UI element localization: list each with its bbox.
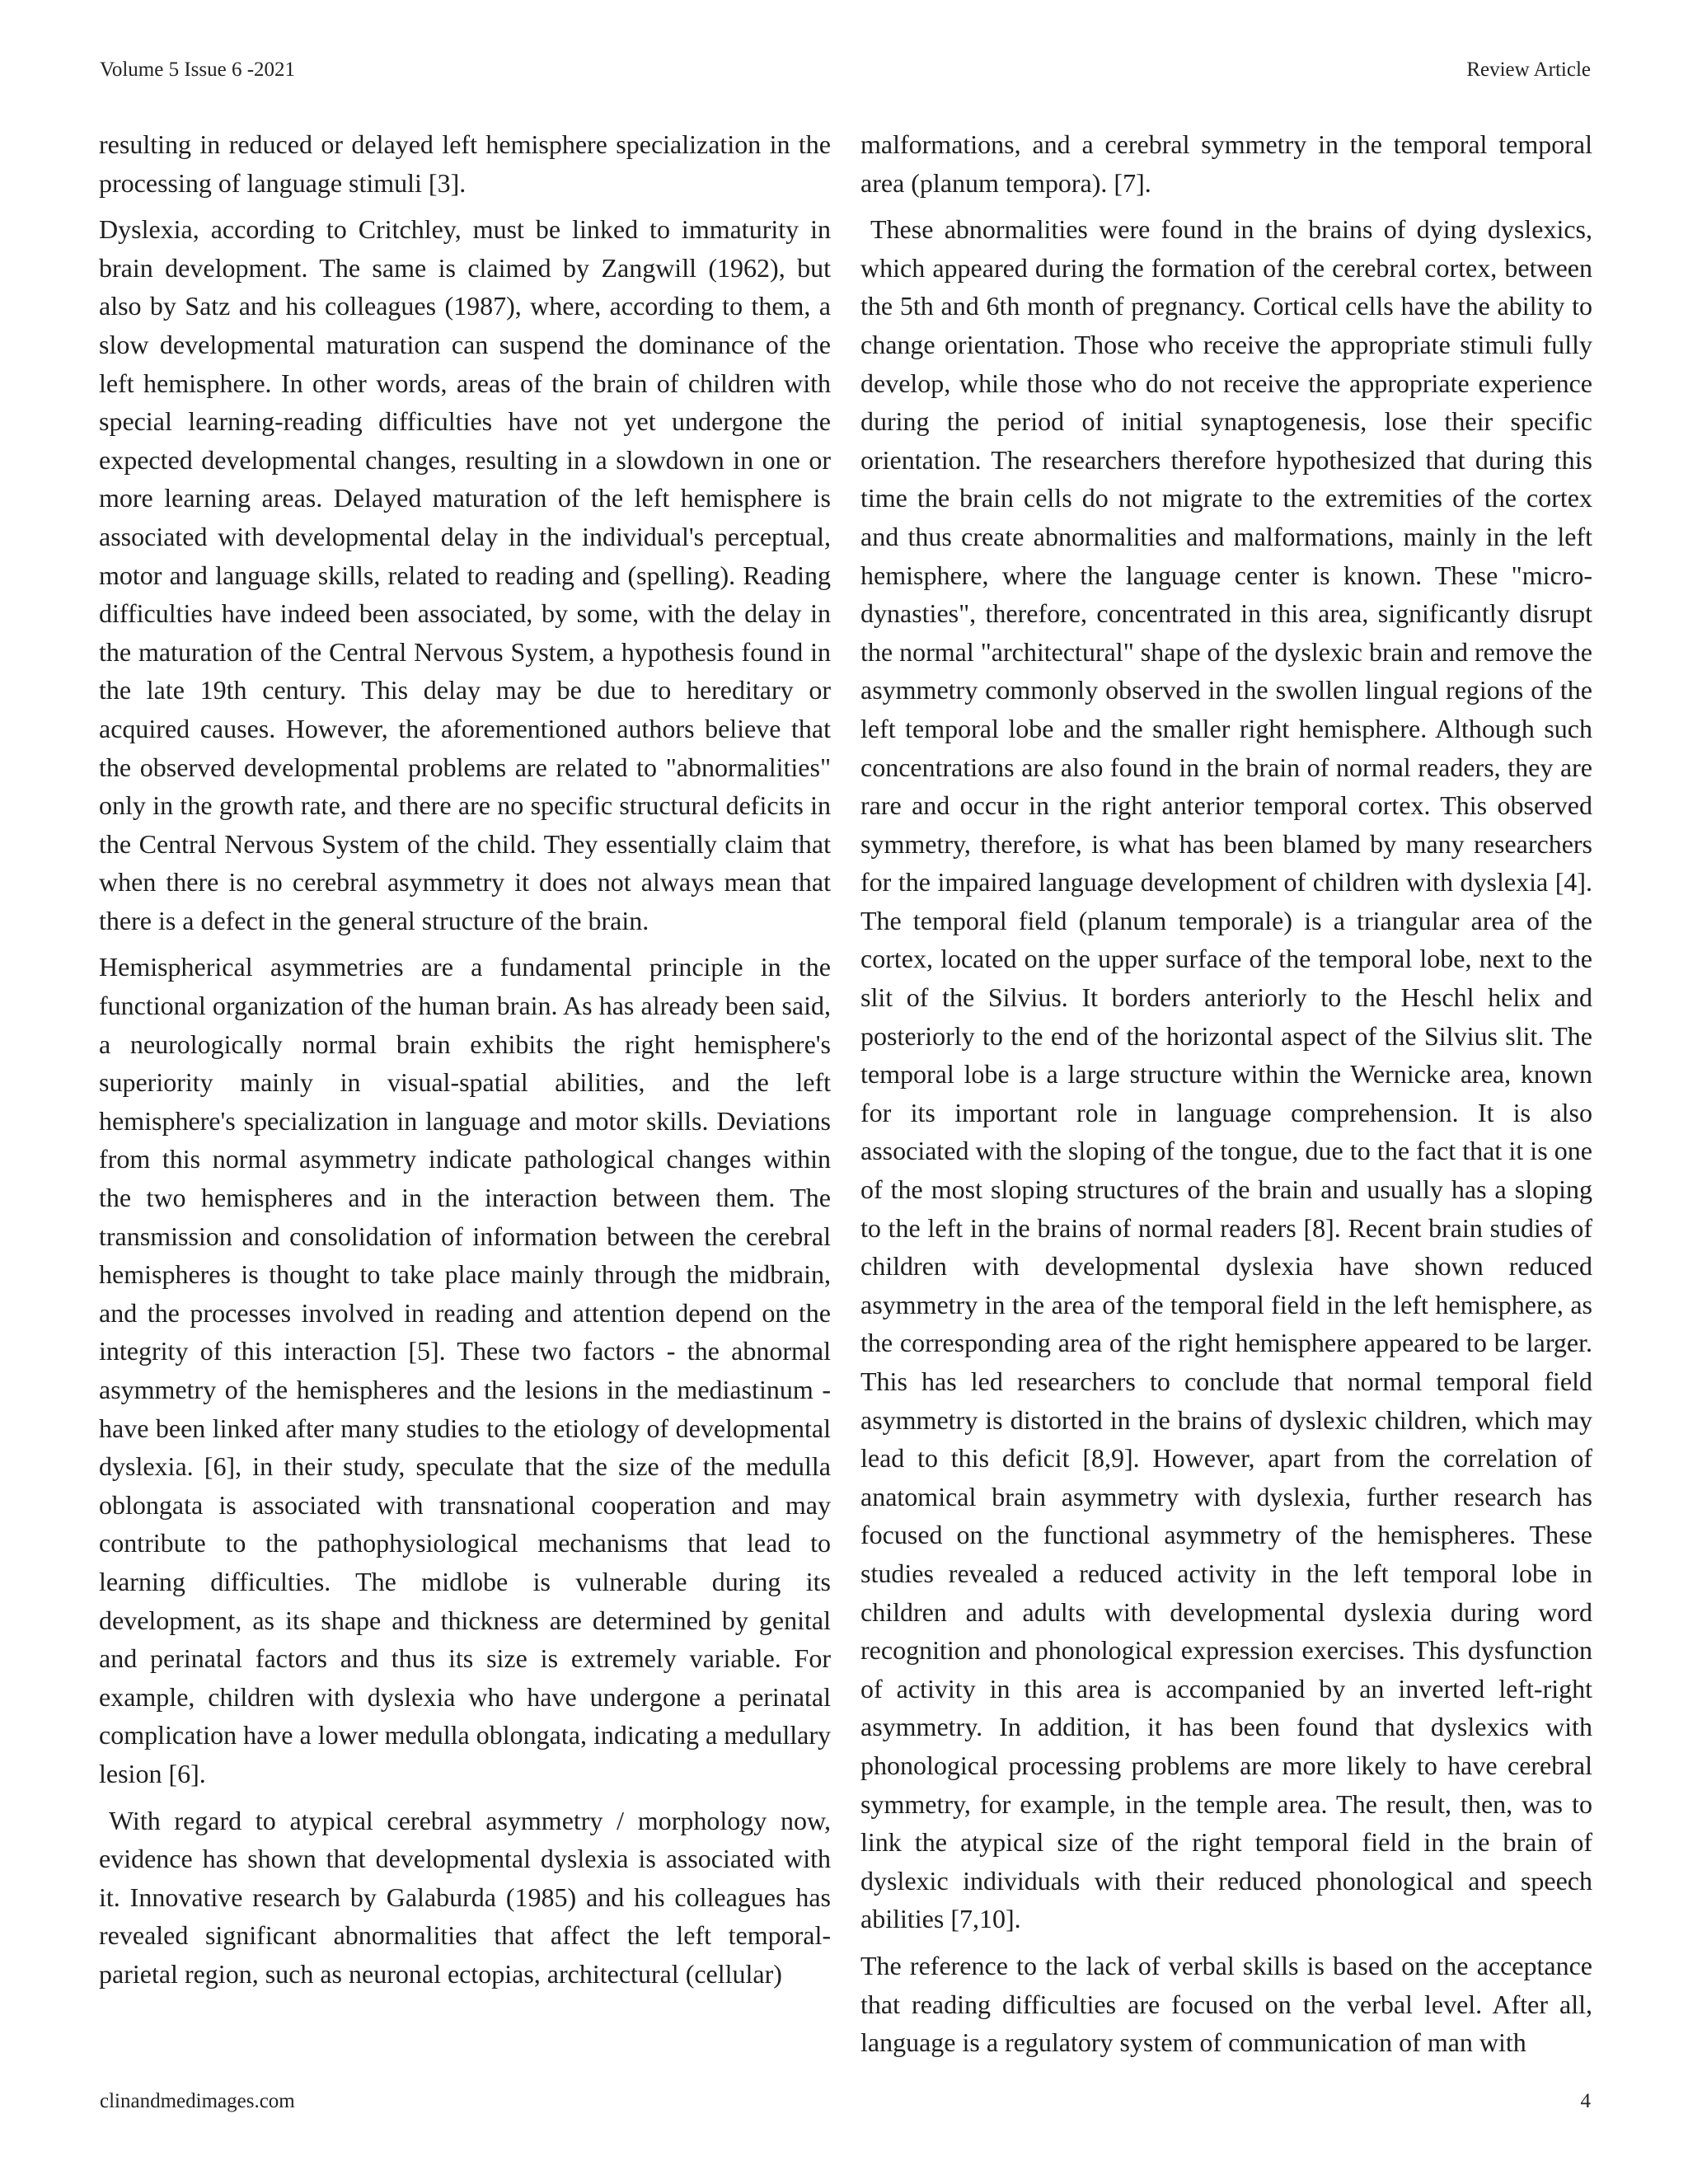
left-paragraph-2: Dyslexia, according to Critchley, must be linked to immaturity in brain development. The same is claimed by Zangwill (1962), but also by Satz and his colleagues (1987), where, according to them, a slow developmental maturation can suspend the dominance of the left hemisphere. In other words, areas of the brain of children with special learning-reading difficulties have not yet undergone the expected developmental changes, resulting in a slowdown in one or more learning areas. Delayed maturation of the left hemisphere is associated with developmental delay in the individual's perceptual, motor and language skills, related to reading and (spelling). Reading difficulties have indeed been associated, by some, with the delay in the maturation of the Central Nervous System, a hypothesis found in the late 19th century. This delay may be due to hereditary or acquired causes. However, the aforementioned authors believe that the observed developmental problems are related to "abnormalities" only in the growth rate, and there are no specific structural deficits in the Central Nervous System of the child. They essentially claim that when there is no cerebral asymmetry it does not always mean that there is a defect in the general structure of the brain.	[99, 214, 831, 935]
right-paragraph-1: malformations, and a cerebral symmetry in the temporal temporal area (planum tempora). [7].	[860, 129, 1592, 198]
footer-site: clinandmedimages.com	[100, 2090, 295, 2112]
journal-volume: Volume 5 Issue 6 -2021	[100, 59, 296, 81]
right-paragraph-3: The reference to the lack of verbal skills is based on the acceptance that reading difficulties are focused on the verbal level. After all, language is a regulatory system of communication of man with	[860, 1950, 1592, 2058]
left-column	[99, 125, 831, 2002]
article-type: Review Article	[1466, 59, 1591, 81]
right-column	[860, 125, 1592, 2070]
left-paragraph-4: With regard to atypical cerebral asymmetry / morphology now, evidence has shown that developmental dyslexia is associated with it. Innovative research by Galaburda (1985) and his colleagues has revealed significant abnormalities that affect the left temporal-parietal region, such as neuronal ectopias, architectural (cellular)	[99, 1805, 831, 1989]
left-paragraph-1: resulting in reduced or delayed left hemisphere specialization in the processing of language stimuli [3].	[99, 129, 831, 198]
left-paragraph-3: Hemispherical asymmetries are a fundamental principle in the functional organization of the human brain. As has already been said, a neurologically normal brain exhibits the right hemisphere's superiority mainly in visual-spatial abilities, and the left hemisphere's specialization in language and motor skills. Deviations from this normal asymmetry indicate pathological changes within the two hemispheres and in the interaction between them. The transmission and consolidation of information between the cerebral hemispheres is thought to take place mainly through the midbrain, and the processes involved in reading and attention depend on the integrity of this interaction [5]. These two factors - the abnormal asymmetry of the hemispheres and the lesions in the mediastinum - have been linked after many studies to the etiology of developmental dyslexia. [6], in their study, speculate that the size of the medulla oblongata is associated with transnational cooperation and may contribute to the pathophysiological mechanisms that lead to learning difficulties. The midlobe is vulnerable during its development, as its shape and thickness are determined by genital and perinatal factors and thus its size is extremely variable. For example, children with dyslexia who have undergone a perinatal complication have a lower medulla oblongata, indicating a medullary lesion [6].	[99, 952, 831, 1788]
right-paragraph-2: These abnormalities were found in the brains of dying dyslexics, which appeared during the formation of the cerebral cortex, between the 5th and 6th month of pregnancy. Cortical cells have the ability to change orientation. Those who receive the appropriate stimuli fully develop, while those who do not receive the appropriate experience during the period of initial synaptogenesis, lose their specific orientation. The researchers therefore hypothesized that during this time the brain cells do not migrate to the extremities of the cortex and thus create abnormalities and malformations, mainly in the left hemisphere, where the language center is known. These "micro-dynasties", therefore, concentrated in this area, significantly disrupt the normal "architectural" shape of the dyslexic brain and remove the asymmetry commonly observed in the swollen lingual regions of the left temporal lobe and the smaller right hemisphere. Although such concentrations are also found in the brain of normal readers, they are rare and occur in the right anterior temporal cortex. This observed symmetry, therefore, is what has been blamed by many researchers for the impaired language development of children with dyslexia [4]. The temporal field (planum temporale) is a triangular area of the cortex, located on the upper surface of the temporal lobe, next to the slit of the Silvius. It borders anteriorly to the Heschl helix and posteriorly to the end of the horizontal aspect of the Silvius slit. The temporal lobe is a large structure within the Wernicke area, known for its important role in language comprehension. It is also associated with the sloping of the tongue, due to the fact that it is one of the most sloping structures of the brain and usually has a sloping to the left in the brains of normal readers [8]. Recent brain studies of children with developmental dyslexia have shown reduced asymmetry in the area of the temporal field in the left hemisphere, as the corresponding area of the right hemisphere appeared to be larger. This has led researchers to conclude that normal temporal field asymmetry is distorted in the brains of dyslexic children, which may lead to this deficit [8,9]. However, apart from the correlation of anatomical brain asymmetry with dyslexia, further research has focused on the functional asymmetry of the hemispheres. These studies revealed a reduced activity in the left temporal lobe in children and adults with developmental dyslexia during word recognition and phonological expression exercises. This dysfunction of activity in this area is accompanied by an inverted left-right asymmetry. In addition, it has been found that dyslexics with phonological processing problems are more likely to have cerebral symmetry, for example, in the temple area. The result, then, was to link the atypical size of the right temporal field in the brain of dyslexic individuals with their reduced phonological and speech abilities [7,10].	[860, 214, 1592, 1934]
page-number: 4	[1580, 2090, 1591, 2112]
